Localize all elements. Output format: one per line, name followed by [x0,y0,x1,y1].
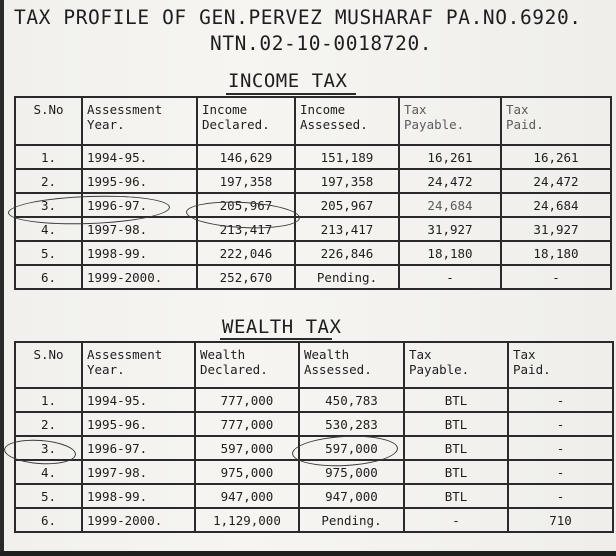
cell-paid: 24,684 [501,193,611,217]
table-row [15,241,611,265]
cell-declared: 197,358 [197,169,295,193]
cell-payable: 24,472 [399,169,501,193]
col-header-tax-paid: Tax Paid. [508,342,613,388]
cell-declared: 777,000 [195,388,299,412]
cell-paid: - [508,412,613,436]
cell-paid: 18,180 [501,241,611,265]
cell-payable: 18,180 [399,241,501,265]
income-tax-heading-underline [226,93,356,95]
col-header-sno: S.No [15,342,82,388]
cell-year: 1997-98. [82,217,197,241]
col-header-tax-payable: Tax Payable. [399,97,501,145]
cell-declared: 975,000 [195,460,299,484]
cell-payable: - [399,265,501,289]
cell-declared: 1,129,000 [195,508,299,532]
wealth-tax-table [14,341,614,533]
cell-assessed: 975,000 [299,460,404,484]
wealth-header-row [15,342,613,388]
cell-assessed: 530,283 [299,412,404,436]
cell-paid: - [508,436,613,460]
cell-sno: 5. [15,484,82,508]
table-row [15,436,613,460]
cell-year: 1997-98. [82,460,195,484]
cell-year: 1994-95. [82,145,197,169]
cell-paid: - [501,265,611,289]
cell-declared: 146,629 [197,145,295,169]
scan-edge-bottom [0,551,616,556]
cell-declared: 777,000 [195,412,299,436]
wealth-tax-heading: WEALTH TAX [222,316,342,338]
cell-year: 1995-96. [82,412,195,436]
cell-declared: 222,046 [197,241,295,265]
table-row [15,412,613,436]
cell-sno: 6. [15,508,82,532]
cell-payable: BTL [404,436,508,460]
cell-assessed: Pending. [299,508,404,532]
cell-paid: 31,927 [501,217,611,241]
cell-paid: 16,261 [501,145,611,169]
cell-year: 1999-2000. [82,508,195,532]
cell-declared: 597,000 [195,436,299,460]
cell-paid: 24,472 [501,169,611,193]
cell-sno: 3. [15,436,82,460]
cell-year: 1996-97. [82,193,197,217]
col-header-assessment-year: Assessment Year. [82,97,197,145]
cell-assessed: 197,358 [295,169,399,193]
cell-declared: 205,967 [197,193,295,217]
scan-edge-left [0,0,4,556]
income-tax-heading: INCOME TAX [228,70,348,92]
cell-sno: 5. [15,241,82,265]
table-row [15,508,613,532]
cell-sno: 1. [15,388,82,412]
table-row [15,217,611,241]
col-header-tax-paid: Tax Paid. [501,97,611,145]
cell-payable: BTL [404,484,508,508]
col-header-income-assessed: Income Assessed. [295,97,399,145]
col-header-sno: S.No [15,97,82,145]
cell-payable: 24,684 [399,193,501,217]
wealth-tax-heading-underline [220,338,332,340]
cell-year: 1994-95. [82,388,195,412]
cell-payable: BTL [404,388,508,412]
cell-year: 1999-2000. [82,265,197,289]
cell-sno: 2. [15,412,82,436]
cell-sno: 1. [15,145,82,169]
table-row [15,169,611,193]
cell-declared: 252,670 [197,265,295,289]
document-title: TAX PROFILE OF GEN.PERVEZ MUSHARAF PA.NO.6920. [14,6,582,29]
cell-paid: 710 [508,508,613,532]
col-header-assessment-year: Assessment Year. [82,342,195,388]
cell-assessed: 213,417 [295,217,399,241]
income-tax-table [14,96,612,290]
table-row [15,460,613,484]
cell-year: 1995-96. [82,169,197,193]
col-header-wealth-declared: Wealth Declared. [195,342,299,388]
cell-year: 1998-99. [82,484,195,508]
table-row [15,265,611,289]
cell-year: 1998-99. [82,241,197,265]
cell-paid: - [508,460,613,484]
cell-paid: - [508,484,613,508]
cell-assessed: 226,846 [295,241,399,265]
cell-assessed: 205,967 [295,193,399,217]
cell-sno: 4. [15,217,82,241]
cell-assessed: 947,000 [299,484,404,508]
col-header-income-declared: Income Declared. [197,97,295,145]
col-header-wealth-assessed: Wealth Assessed. [299,342,404,388]
table-row [15,145,611,169]
cell-assessed: 151,189 [295,145,399,169]
cell-sno: 6. [15,265,82,289]
table-row [15,193,611,217]
cell-sno: 2. [15,169,82,193]
cell-payable: 16,261 [399,145,501,169]
cell-sno: 4. [15,460,82,484]
cell-payable: BTL [404,460,508,484]
cell-payable: 31,927 [399,217,501,241]
cell-paid: - [508,388,613,412]
cell-assessed: Pending. [295,265,399,289]
cell-payable: BTL [404,412,508,436]
cell-declared: 213,417 [197,217,295,241]
cell-assessed: 597,000 [299,436,404,460]
col-header-tax-payable: Tax Payable. [404,342,508,388]
cell-payable: - [404,508,508,532]
table-row [15,484,613,508]
cell-declared: 947,000 [195,484,299,508]
ntn-number: NTN.02-10-0018720. [210,32,433,55]
table-row [15,388,613,412]
income-header-row [15,97,611,145]
cell-year: 1996-97. [82,436,195,460]
cell-sno: 3. [15,193,82,217]
cell-assessed: 450,783 [299,388,404,412]
